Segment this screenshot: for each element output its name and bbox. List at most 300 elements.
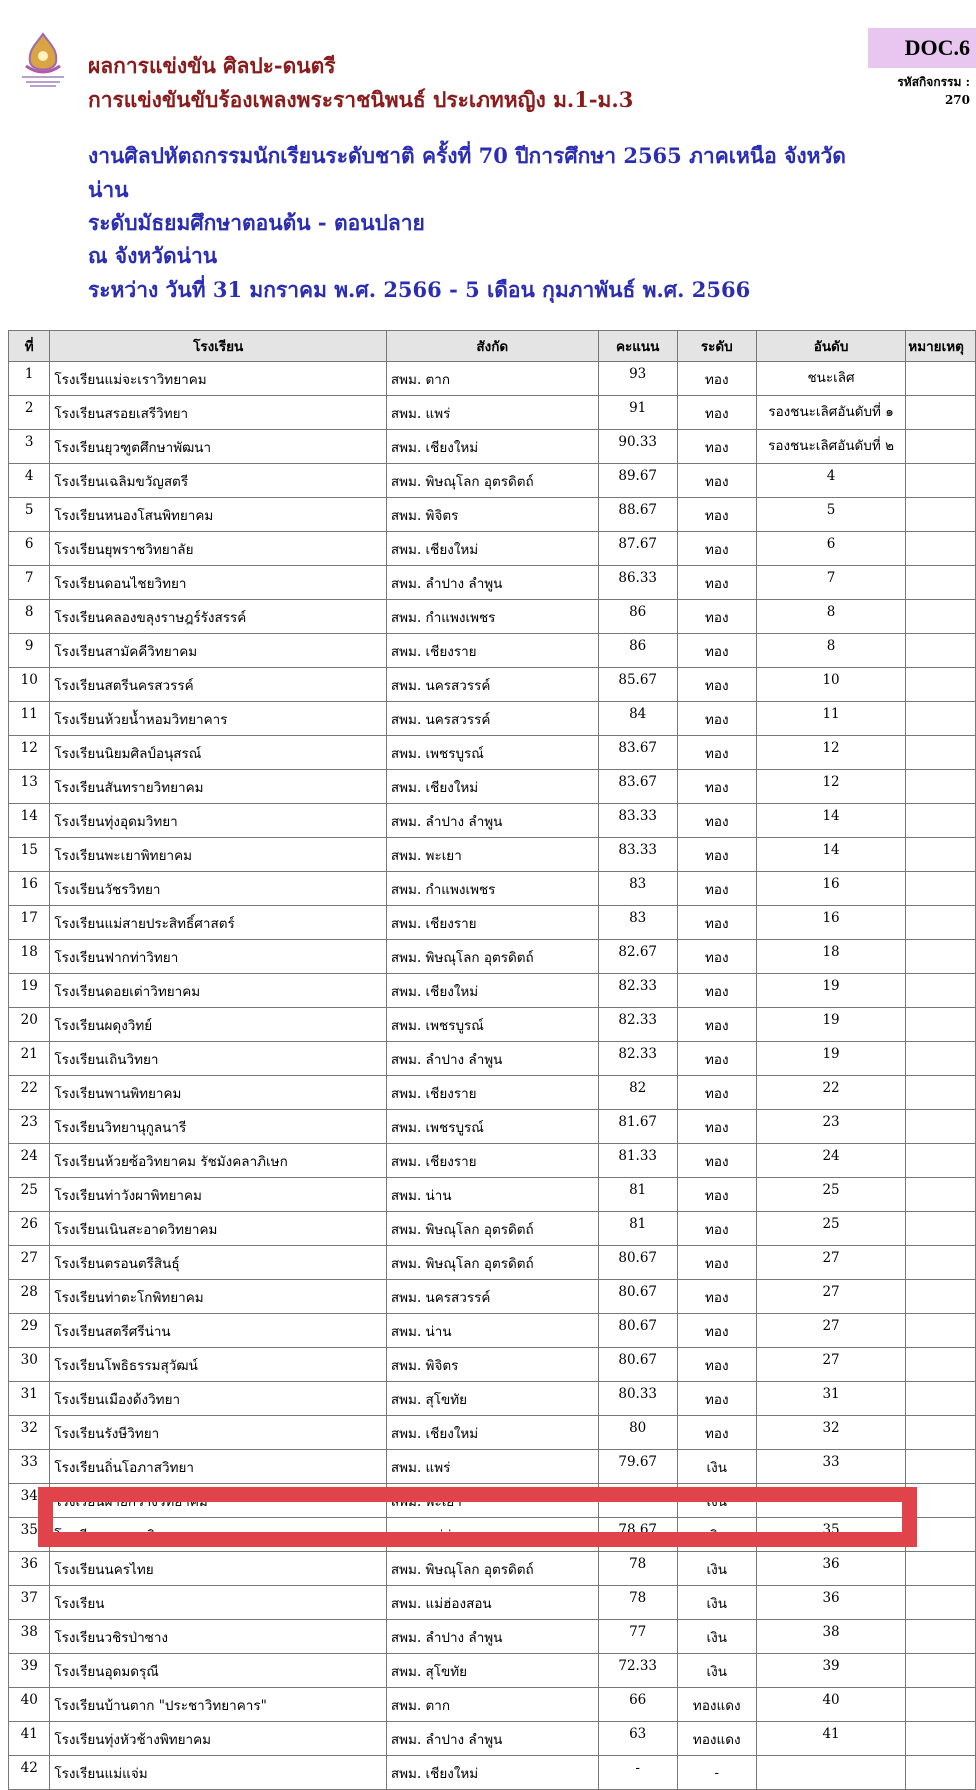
affiliation: สพม. เชียงใหม่ [386,770,598,804]
school-name: โรงเรียนพานพิทยาคม [50,1076,387,1110]
table-row [9,634,976,668]
affiliation: สพม. เชียงราย [386,1144,598,1178]
school-name: โรงเรียนแม่สายประสิทธิ์ศาสตร์ [50,906,387,940]
title-competition: การแข่งขันขับร้องเพลงพระราชนิพนธ์ ประเภทหญิง ม.1-ม.3 [88,87,634,112]
affiliation: สพม. นครสวรรค์ [386,1280,598,1314]
table-row [9,532,976,566]
score: 93 [598,362,677,396]
score: 83.33 [598,804,677,838]
level: ทอง [677,498,756,532]
event-line-5: ระหว่าง วันที่ 31 มกราคม พ.ศ. 2566 - 5 เดือน กุมภาพันธ์ พ.ศ. 2566 [88,277,751,302]
rank: 19 [756,974,905,1008]
row-no: 5 [9,498,50,532]
col-no: ที่ [9,331,50,362]
level: เงิน [677,1484,756,1518]
school-name: โรงเรียนแม่แจ่ม [50,1756,387,1790]
rank: 8 [756,634,905,668]
affiliation: สพม. กำแพงเพชร [386,600,598,634]
remark [906,1688,976,1722]
school-name: โรงเรียนสตรีศรีน่าน [50,1314,387,1348]
row-no: 24 [9,1144,50,1178]
remark [906,1518,976,1552]
row-no: 28 [9,1280,50,1314]
affiliation: สพม. นครสวรรค์ [386,702,598,736]
remark [906,600,976,634]
remark [906,464,976,498]
row-no: 41 [9,1722,50,1756]
row-no: 35 [9,1518,50,1552]
remark [906,1212,976,1246]
table-row [9,1008,976,1042]
row-no: 39 [9,1654,50,1688]
affiliation: สพม. เชียงราย [386,634,598,668]
school-name: โรงเรียนเนินสะอาดวิทยาคม [50,1212,387,1246]
row-no: 10 [9,668,50,702]
score: 86 [598,634,677,668]
remark [906,498,976,532]
level: ทองแดง [677,1722,756,1756]
level: ทอง [677,906,756,940]
school-name: โรงเรียนวิทยานุกูลนารี [50,1110,387,1144]
col-remark: หมายเหตุ [906,331,976,362]
remark [906,1484,976,1518]
table-row [9,1042,976,1076]
table-row [9,498,976,532]
school-name: โรงเรียนคลองขลุงราษฎร์รังสรรค์ [50,600,387,634]
school-name: โรงเรียนดอนไชยวิทยา [50,566,387,600]
rank: 12 [756,770,905,804]
affiliation: สพม. พิษณุโลก อุตรดิตถ์ [386,1246,598,1280]
rank: 27 [756,1280,905,1314]
rank: 19 [756,1042,905,1076]
score: 81.67 [598,1110,677,1144]
school-name: โรงเรียนห้วยน้ำหอมวิทยาคาร [50,702,387,736]
level: เงิน [677,1552,756,1586]
school-name: โรงเรียนเมืองด้งวิทยา [50,1382,387,1416]
affiliation: สพม. พิษณุโลก อุตรดิตถ์ [386,1212,598,1246]
rank: 5 [756,498,905,532]
table-row [9,1280,976,1314]
event-line-4: ณ จังหวัดน่าน [88,243,218,268]
rank: 25 [756,1178,905,1212]
remark [906,1280,976,1314]
score: 83.67 [598,770,677,804]
col-affiliation: สังกัด [386,331,598,362]
remark [906,1552,976,1586]
score: 80.67 [598,1314,677,1348]
rank: 27 [756,1246,905,1280]
row-no: 20 [9,1008,50,1042]
table-row [9,1314,976,1348]
level: - [677,1756,756,1790]
affiliation: สพม. แพร่ [386,396,598,430]
rank: 11 [756,702,905,736]
rank: 31 [756,1382,905,1416]
table-row [9,1382,976,1416]
rank: 22 [756,1076,905,1110]
school-name: โรงเรียนสรอยเสรีวิทยา [50,396,387,430]
school-name: โรงเรียนทุ่งอุดมวิทยา [50,804,387,838]
score: 83.67 [598,736,677,770]
score: 82.67 [598,940,677,974]
table-row [9,1688,976,1722]
row-no: 42 [9,1756,50,1790]
row-no: 9 [9,634,50,668]
level: ทอง [677,974,756,1008]
level: ทอง [677,1178,756,1212]
table-row [9,872,976,906]
school-name: โรงเรียนฟากท่าวิทยา [50,940,387,974]
rank: 10 [756,668,905,702]
remark [906,1110,976,1144]
table-row [9,1348,976,1382]
row-no: 30 [9,1348,50,1382]
table-row [9,770,976,804]
rank: 8 [756,600,905,634]
score: 83 [598,906,677,940]
remark [906,532,976,566]
event-line-2: น่าน [88,177,129,202]
level: เงิน [677,1586,756,1620]
remark [906,872,976,906]
school-name: โรงเรียนดอยเต่าวิทยาคม [50,974,387,1008]
score: 80.67 [598,1246,677,1280]
table-row [9,1620,976,1654]
affiliation: สพม. ลำปาง ลำพูน [386,1620,598,1654]
score: 80.67 [598,1280,677,1314]
level: ทอง [677,1314,756,1348]
level: ทอง [677,770,756,804]
table-row [9,1484,976,1518]
table-header [9,331,976,362]
school-name: โรงเรียนนิยมศิลป์อนุสรณ์ [50,736,387,770]
score: 78 [598,1586,677,1620]
affiliation: สพม. ตาก [386,1688,598,1722]
row-no: 40 [9,1688,50,1722]
affiliation: สพม. เพชรบูรณ์ [386,1008,598,1042]
score: 72.33 [598,1654,677,1688]
level: ทอง [677,1212,756,1246]
level: ทอง [677,1280,756,1314]
school-name: โรงเรียนขุนยวมวิทยา [50,1518,387,1552]
affiliation: สพม. ลำปาง ลำพูน [386,1042,598,1076]
row-no: 31 [9,1382,50,1416]
affiliation: สพม. พิษณุโลก อุตรดิตถ์ [386,1552,598,1586]
school-name: โรงเรียนนครไทย [50,1552,387,1586]
remark [906,804,976,838]
level: ทอง [677,566,756,600]
row-no: 3 [9,430,50,464]
table-row [9,1552,976,1586]
affiliation: สพม. ลำปาง ลำพูน [386,804,598,838]
remark [906,1416,976,1450]
row-no: 27 [9,1246,50,1280]
row-no: 37 [9,1586,50,1620]
affiliation: สพม. เพชรบูรณ์ [386,1110,598,1144]
score: 86 [598,600,677,634]
score: 81 [598,1178,677,1212]
row-no: 23 [9,1110,50,1144]
score: 78.67 [598,1518,677,1552]
affiliation: สพม. พะเยา [386,838,598,872]
row-no: 12 [9,736,50,770]
rank: 6 [756,532,905,566]
remark [906,940,976,974]
level: ทอง [677,1110,756,1144]
affiliation: สพม. แม่ฮ่องสอน [386,1586,598,1620]
row-no: 34 [9,1484,50,1518]
remark [906,1450,976,1484]
remark [906,736,976,770]
level: ทอง [677,804,756,838]
score: 84 [598,702,677,736]
school-name: โรงเรียนหนองโสนพิทยาคม [50,498,387,532]
remark [906,1756,976,1790]
rank: 36 [756,1552,905,1586]
school-name: โรงเรียนถิ่นโอภาสวิทยา [50,1450,387,1484]
score: 82.33 [598,1042,677,1076]
rank: 33 [756,1450,905,1484]
school-name: โรงเรียนท่าตะโกพิทยาคม [50,1280,387,1314]
level: ทอง [677,430,756,464]
affiliation: สพม. กำแพงเพชร [386,872,598,906]
rank: 7 [756,566,905,600]
affiliation: สพม. เชียงใหม่ [386,974,598,1008]
level: เงิน [677,1654,756,1688]
rank: 41 [756,1722,905,1756]
level: ทอง [677,1076,756,1110]
level: ทอง [677,634,756,668]
row-no: 11 [9,702,50,736]
level: ทองแดง [677,1688,756,1722]
row-no: 36 [9,1552,50,1586]
remark [906,566,976,600]
remark [906,634,976,668]
school-name: โรงเรียนยุพราชวิทยาลัย [50,532,387,566]
activity-code: 270 [944,93,970,107]
score: 86.33 [598,566,677,600]
rank: 27 [756,1314,905,1348]
score: 63 [598,1722,677,1756]
level: ทอง [677,600,756,634]
score: 81.33 [598,1144,677,1178]
score: 79 [598,1484,677,1518]
rank: 35 [756,1518,905,1552]
table-row [9,1076,976,1110]
affiliation: สพม. พะเยา [386,1484,598,1518]
row-no: 38 [9,1620,50,1654]
table-row [9,1518,976,1552]
school-name: โรงเรียนแม่จะเราวิทยาคม [50,362,387,396]
remark [906,430,976,464]
level: ทอง [677,940,756,974]
affiliation: สพม. ลำปาง ลำพูน [386,566,598,600]
row-no: 14 [9,804,50,838]
level: เงิน [677,1450,756,1484]
score: 66 [598,1688,677,1722]
rank: 40 [756,1688,905,1722]
remark [906,1042,976,1076]
remark [906,362,976,396]
affiliation: สพม. สุโขทัย [386,1382,598,1416]
level: ทอง [677,1382,756,1416]
score: 78 [598,1552,677,1586]
school-name: โรงเรียนยุวฑูตศึกษาพัฒนา [50,430,387,464]
col-score: คะแนน [598,331,677,362]
affiliation: สพม. พิษณุโลก อุตรดิตถ์ [386,940,598,974]
rank: 18 [756,940,905,974]
school-name: โรงเรียนตรอนตรีสินธุ์ [50,1246,387,1280]
rank: 23 [756,1110,905,1144]
rank: 14 [756,804,905,838]
row-no: 4 [9,464,50,498]
table-row [9,1756,976,1790]
affiliation: สพม. สุโขทัย [386,1654,598,1688]
table-row [9,974,976,1008]
table-row [9,1586,976,1620]
row-no: 7 [9,566,50,600]
level: ทอง [677,532,756,566]
row-no: 22 [9,1076,50,1110]
rank: ชนะเลิศ [756,362,905,396]
rank: 34 [756,1484,905,1518]
rank: 12 [756,736,905,770]
affiliation: สพม. แพร่ [386,1450,598,1484]
level: ทอง [677,838,756,872]
remark [906,1008,976,1042]
affiliation: สพม. เชียงใหม่ [386,1416,598,1450]
affiliation: สพม. พิจิตร [386,498,598,532]
emblem-logo [16,32,70,88]
school-name: โรงเรียนเถินวิทยา [50,1042,387,1076]
affiliation: สพม. เชียงใหม่ [386,430,598,464]
remark [906,1382,976,1416]
table-row [9,1450,976,1484]
table-row [9,1110,976,1144]
score: 91 [598,396,677,430]
table-row [9,906,976,940]
table-row [9,702,976,736]
level: ทอง [677,1008,756,1042]
score: 83.33 [598,838,677,872]
remark [906,1654,976,1688]
school-name: โรงเรียนโพธิธรรมสุวัฒน์ [50,1348,387,1382]
table-row [9,566,976,600]
affiliation: สพม. น่าน [386,1314,598,1348]
school-name: โรงเรียนฝายกวางวิทยาคม [50,1484,387,1518]
score: 88.67 [598,498,677,532]
level: ทอง [677,362,756,396]
row-no: 2 [9,396,50,430]
score: 81 [598,1212,677,1246]
school-name: โรงเรียนบ้านตาก "ประชาวิทยาคาร" [50,1688,387,1722]
remark [906,1314,976,1348]
activity-code-label: รหัสกิจกรรม : [897,75,970,89]
row-no: 32 [9,1416,50,1450]
remark [906,838,976,872]
school-name: โรงเรียนสันทรายวิทยาคม [50,770,387,804]
rank: 19 [756,1008,905,1042]
school-name: โรงเรียน [50,1586,387,1620]
table-row [9,1178,976,1212]
table-row [9,940,976,974]
school-name: โรงเรียนสตรีนครสวรรค์ [50,668,387,702]
score: 80 [598,1416,677,1450]
table-row [9,1246,976,1280]
col-rank: อันดับ [756,331,905,362]
affiliation: สพม. เชียงใหม่ [386,1756,598,1790]
rank: 14 [756,838,905,872]
remark [906,1246,976,1280]
school-name: โรงเรียนสามัคคีวิทยาคม [50,634,387,668]
row-no: 17 [9,906,50,940]
level: ทอง [677,1246,756,1280]
level: ทอง [677,464,756,498]
affiliation: สพม. แม่ฮ่องสอน [386,1518,598,1552]
school-name: โรงเรียนทุ่งหัวช้างพิทยาคม [50,1722,387,1756]
level: ทอง [677,396,756,430]
rank: 39 [756,1654,905,1688]
table-row [9,600,976,634]
row-no: 19 [9,974,50,1008]
row-no: 18 [9,940,50,974]
level: ทอง [677,1144,756,1178]
table-row [9,804,976,838]
row-no: 21 [9,1042,50,1076]
level: เงิน [677,1518,756,1552]
school-name: โรงเรียนห้วยซ้อวิทยาคม รัชมังคลาภิเษก [50,1144,387,1178]
score: 89.67 [598,464,677,498]
table-row [9,1144,976,1178]
school-name: โรงเรียนวัชรวิทยา [50,872,387,906]
table-row [9,396,976,430]
score: 87.67 [598,532,677,566]
rank: รองชนะเลิศอันดับที่ ๑ [756,396,905,430]
score: 83 [598,872,677,906]
level: ทอง [677,1348,756,1382]
school-name: โรงเรียนรังษีวิทยา [50,1416,387,1450]
table-row [9,464,976,498]
row-no: 26 [9,1212,50,1246]
table-row [9,1654,976,1688]
table-row [9,736,976,770]
school-name: โรงเรียนวชิรป่าซาง [50,1620,387,1654]
table-row [9,668,976,702]
affiliation: สพม. ลำปาง ลำพูน [386,1722,598,1756]
title-activity: ผลการแข่งขัน ศิลปะ-ดนตรี [88,53,336,78]
table-row [9,1416,976,1450]
event-line-3: ระดับมัธยมศึกษาตอนต้น - ตอนปลาย [88,210,425,235]
remark [906,1620,976,1654]
affiliation: สพม. นครสวรรค์ [386,668,598,702]
score: 80.33 [598,1382,677,1416]
table-row [9,1212,976,1246]
row-no: 25 [9,1178,50,1212]
table-row [9,362,976,396]
remark [906,1586,976,1620]
rank: 36 [756,1586,905,1620]
remark [906,770,976,804]
score: - [598,1756,677,1790]
remark [906,396,976,430]
table-row [9,1722,976,1756]
score: 85.67 [598,668,677,702]
remark [906,1178,976,1212]
score: 80.67 [598,1348,677,1382]
affiliation: สพม. เชียงใหม่ [386,532,598,566]
rank: 16 [756,906,905,940]
row-no: 13 [9,770,50,804]
